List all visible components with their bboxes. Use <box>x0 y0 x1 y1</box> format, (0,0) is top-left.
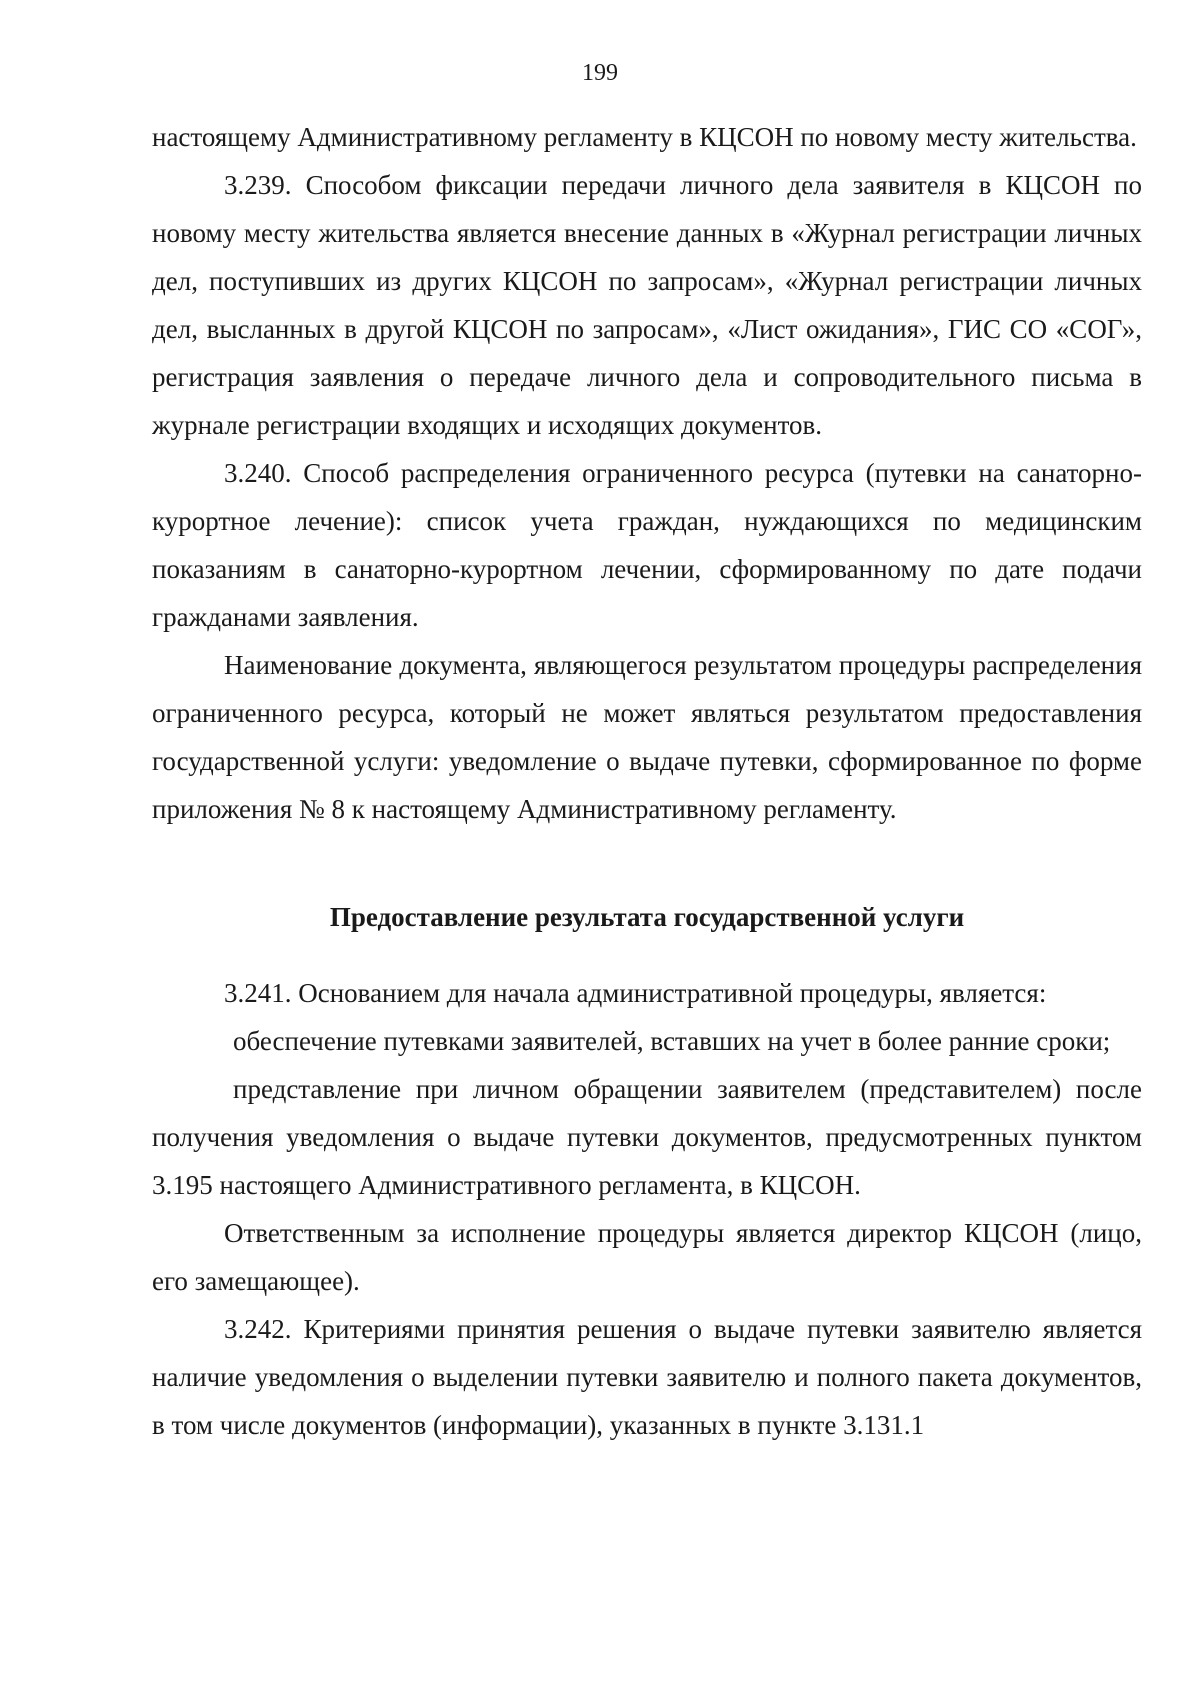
section-heading: Предоставление результата государственной услуги <box>329 902 965 932</box>
paragraph-document-name: Наименование документа, являющегося результатом процедуры распределения ограниченного ресурса, который не может являться результатом предоставления государственной услуги: уведомление о выдаче путевки, сформированное по форме приложения № 8 к настоящему Административному регламенту. <box>152 650 1142 824</box>
paragraph-list-item-1: обеспечение путевками заявителей, вставших на учет в более ранние сроки; <box>233 1026 1111 1056</box>
document-body <box>152 113 1142 1449</box>
paragraph-continuation: настоящему Административному регламенту в КЦСОН по новому месту жительства. <box>152 122 1137 152</box>
paragraph-3-239: 3.239. Способом фиксации передачи личного дела заявителя в КЦСОН по новому месту жительства является внесение данных в «Журнал регистрации личных дел, поступивших из других КЦСОН по запросам», «Журнал регистрации личных дел, высланных в другой КЦСОН по запросам», «Лист ожидания», ГИС СО «СОГ», регистрация заявления о передаче личного дела и сопроводительного письма в журнале регистрации входящих и исходящих документов. <box>152 170 1142 440</box>
page-number: 199 <box>582 60 618 86</box>
paragraph-3-240: 3.240. Способ распределения ограниченного ресурса (путевки на санаторно-курортное лечение): список учета граждан, нуждающихся по медицинским показаниям в санаторно-курортном лечении, сформированному по дате подачи гражданами заявления. <box>152 458 1142 632</box>
paragraph-list-item-2: представление при личном обращении заявителем (представителем) после получения уведомления о выдаче путевки документов, предусмотренных пунктом 3.195 настоящего Административного регламента, в КЦСОН. <box>152 1074 1142 1200</box>
paragraph-responsible: Ответственным за исполнение процедуры является директор КЦСОН (лицо, его замещающее). <box>152 1218 1142 1296</box>
paragraph-3-242: 3.242. Критериями принятия решения о выдаче путевки заявителю является наличие уведомления о выделении путевки заявителю и полного пакета документов, в том числе документов (информации), указанных в пункте 3.131.1 <box>152 1314 1142 1440</box>
paragraph-3-241: 3.241. Основанием для начала административной процедуры, является: <box>224 978 1047 1008</box>
